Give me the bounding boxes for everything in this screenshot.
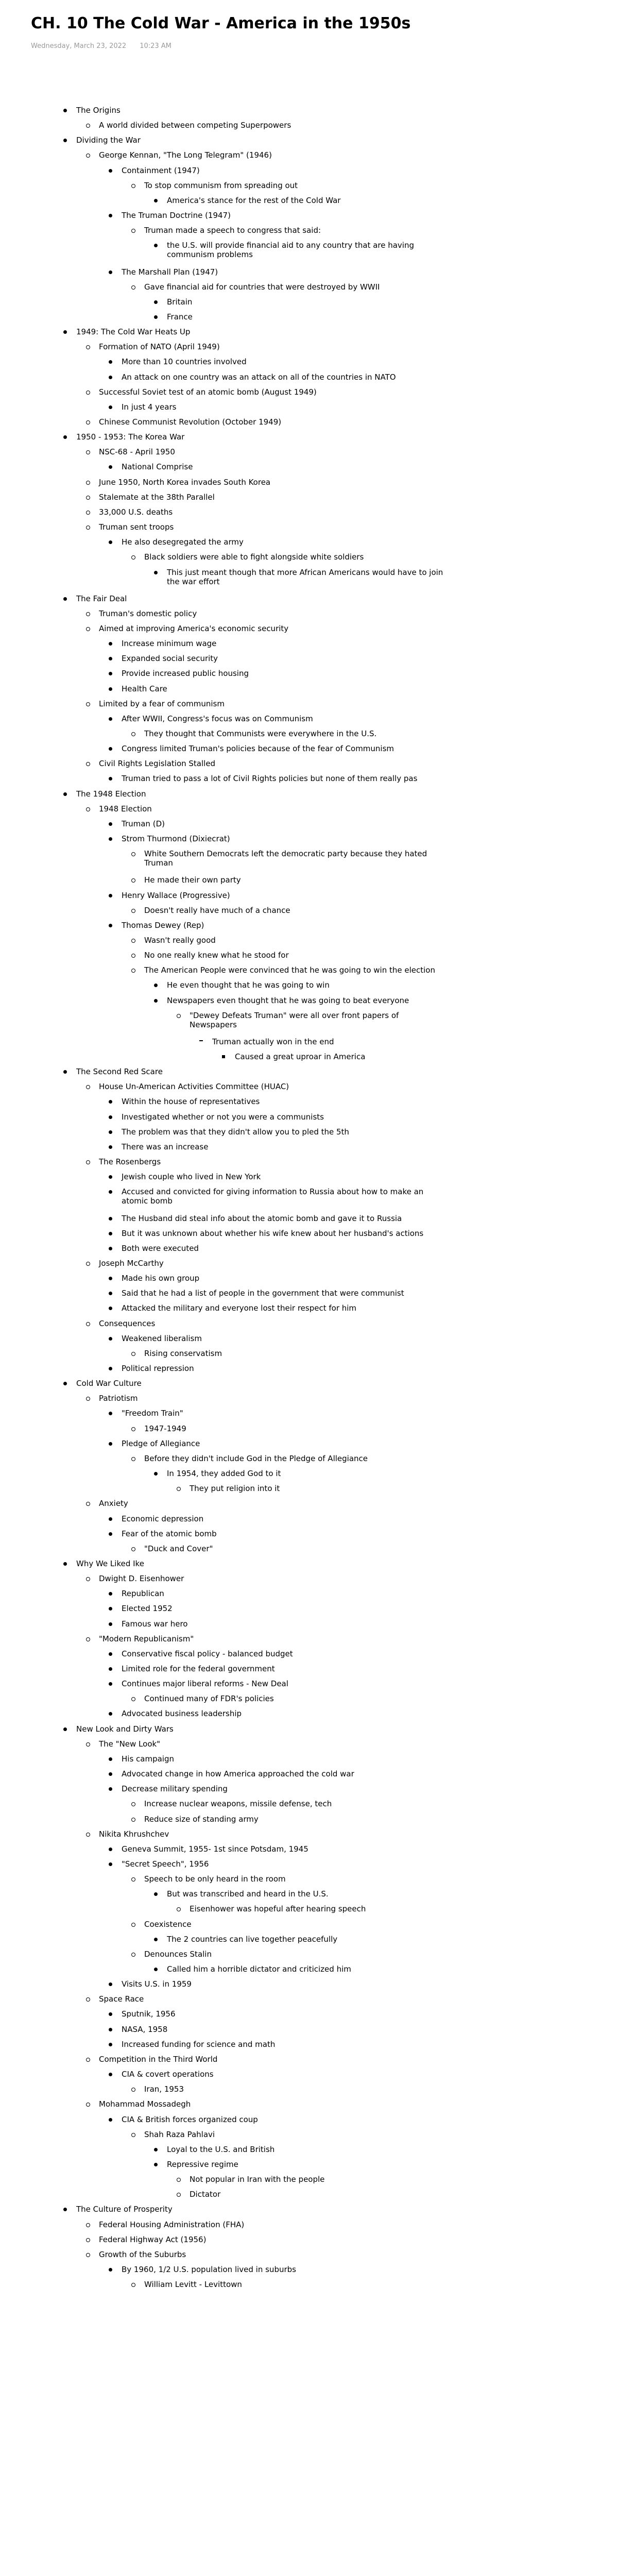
bullet-icon [109, 1757, 112, 1761]
bullet-icon [86, 450, 90, 454]
bullet-icon [131, 1877, 135, 1882]
outline-item-level-3[interactable]: Congress limited Truman's policies because of the fear of Communism [122, 744, 394, 754]
outline-item-level-3[interactable]: NASA, 1958 [122, 2024, 168, 2034]
outline-item-level-4[interactable]: Reduce size of standing army [144, 1814, 259, 1824]
bullet-icon [131, 1457, 135, 1461]
bullet-icon [109, 1848, 112, 1851]
bullet-icon [177, 2193, 181, 2197]
bullet-icon [154, 244, 158, 247]
outline-item-level-2[interactable]: Formation of NATO (April 1949) [99, 342, 220, 352]
bullet-icon [86, 762, 90, 766]
bullet-icon [63, 1382, 67, 1385]
outline-item-level-1[interactable]: 1949: The Cold War Heats Up [76, 327, 191, 337]
bullet-icon [109, 1667, 112, 1671]
outline-item-level-3[interactable]: Henry Wallace (Progressive) [122, 890, 230, 900]
bullet-icon [86, 627, 90, 631]
bullet-icon [109, 1130, 112, 1134]
bullet-icon [109, 1217, 112, 1221]
bullet-icon [109, 1292, 112, 1295]
outline-item-level-3[interactable]: "Secret Speech", 1956 [122, 1859, 209, 1869]
outline-item-level-5[interactable]: He even thought that he was going to win [167, 980, 330, 990]
outline-item-level-2[interactable]: June 1950, North Korea invades South Korea [99, 477, 271, 487]
bullet-icon [109, 1100, 112, 1104]
bullet-icon [109, 1307, 112, 1310]
bullet-icon [131, 1697, 135, 1701]
bullet-icon [131, 2088, 135, 2092]
outline-item-level-1[interactable]: The Culture of Prosperity [76, 2205, 173, 2214]
bullet-icon [63, 1727, 67, 1731]
bullet-icon [131, 229, 135, 233]
bullet-icon [86, 612, 90, 616]
outline-item-level-5[interactable]: the U.S. will provide financial aid to any country that are having communism problems [167, 241, 414, 260]
outline-item-level-2[interactable]: Patriotism [99, 1394, 138, 1403]
bullet-icon [199, 1040, 203, 1041]
outline-item-level-7[interactable]: Truman actually won in the end [212, 1037, 334, 1046]
bullet-icon [109, 1682, 112, 1686]
bullet-icon [86, 1160, 90, 1164]
outline-item-level-1[interactable]: Why We Liked Ike [76, 1558, 144, 1568]
outline-item-level-3[interactable]: He also desegregated the army [122, 537, 244, 547]
bullet-icon [63, 2208, 67, 2211]
bullet-icon [131, 909, 135, 913]
bullet-icon [63, 597, 67, 601]
bullet-icon [86, 511, 90, 515]
bullet-icon [109, 1190, 112, 1194]
bullet-icon [109, 2073, 112, 2076]
outline-item-level-3[interactable]: More than 10 countries involved [122, 357, 247, 367]
bullet-icon [131, 878, 135, 883]
bullet-icon [86, 1997, 90, 2002]
bullet-icon [131, 1427, 135, 1431]
outline-item-level-5[interactable]: Newspapers even thought that he was going to beat everyone [167, 995, 409, 1005]
outline-item-level-4[interactable]: He made their own party [144, 875, 241, 885]
outline-item-level-2[interactable]: Nikita Khrushchev [99, 1829, 169, 1839]
outline-item-level-3[interactable]: Republican [122, 1589, 164, 1599]
bullet-icon [154, 1968, 158, 1971]
outline-item-level-4[interactable]: Gave financial aid for countries that were destroyed by WWII [144, 282, 380, 292]
outline-item-level-3[interactable]: An attack on one country was an attack on all of the countries in NATO [122, 372, 396, 382]
outline-item-level-3[interactable]: Strom Thurmond (Dixiecrat) [122, 834, 230, 844]
outline-item-level-2[interactable]: The Rosenbergs [99, 1157, 161, 1167]
outline-item-level-4[interactable]: "Duck and Cover" [144, 1544, 213, 1553]
outline-item-level-3[interactable]: Pledge of Allegiance [122, 1438, 200, 1448]
bullet-icon [86, 1577, 90, 1581]
outline-item-level-2[interactable]: Anxiety [99, 1499, 128, 1509]
bullet-icon [86, 2253, 90, 2257]
outline-item-level-3[interactable]: Sputnik, 1956 [122, 2009, 176, 2019]
outline-item-level-3[interactable]: There was an increase [122, 1142, 209, 1151]
bullet-icon [109, 777, 112, 781]
outline-item-level-4[interactable]: Iran, 1953 [144, 2084, 184, 2094]
bullet-icon [222, 1055, 225, 1058]
bullet-icon [63, 109, 67, 112]
outline-item-level-2[interactable]: 33,000 U.S. deaths [99, 507, 173, 517]
bullet-icon [131, 852, 135, 856]
outline-item-level-4[interactable]: No one really knew what he stood for [144, 951, 289, 960]
outline-item-level-3[interactable]: In just 4 years [122, 402, 177, 412]
outline-item-level-4[interactable]: Continued many of FDR's policies [144, 1694, 274, 1704]
outline-item-level-4[interactable]: Wasn't really good [144, 935, 216, 945]
outline-item-level-5[interactable]: In 1954, they added God to it [167, 1469, 281, 1479]
bullet-icon [86, 1262, 90, 1266]
outline-item-level-3[interactable]: Health Care [122, 684, 167, 693]
outline-item-level-1[interactable]: 1950 - 1953: The Korea War [76, 432, 185, 442]
bullet-icon [86, 1397, 90, 1401]
outline-item-level-3[interactable]: Said that he had a list of people in the government that were communist [122, 1289, 404, 1298]
outline-item-level-4[interactable]: Denounces Stalin [144, 1949, 212, 1959]
outline-item-level-3[interactable]: Fear of the atomic bomb [122, 1529, 217, 1538]
bullet-icon [109, 169, 112, 173]
bullet-icon [154, 300, 158, 304]
bullet-icon [177, 1014, 181, 1018]
outline-item-level-3[interactable]: The Marshall Plan (1947) [122, 267, 218, 277]
bullet-icon [86, 496, 90, 500]
outline-item-level-4[interactable]: Doesn't really have much of a chance [144, 905, 290, 915]
outline-item-level-5[interactable]: Loyal to the U.S. and British [167, 2144, 275, 2154]
bullet-icon [109, 1712, 112, 1716]
outline-item-level-3[interactable]: By 1960, 1/2 U.S. population lived in suburbs [122, 2265, 296, 2274]
outline-item-level-3[interactable]: Containment (1947) [122, 165, 200, 175]
outline-item-level-3[interactable]: The Husband did steal info about the atomic bomb and gave it to Russia [122, 1213, 402, 1223]
outline-item-level-3[interactable]: After WWII, Congress's focus was on Communism [122, 714, 313, 723]
bullet-icon [86, 1322, 90, 1326]
bullet-icon [63, 139, 67, 142]
bullet-icon [109, 2118, 112, 2122]
outline-item-level-2[interactable]: Mohammad Mossadegh [99, 2099, 191, 2109]
bullet-icon [154, 2148, 158, 2151]
outline-item-level-3[interactable]: The Truman Doctrine (1947) [122, 211, 231, 221]
bullet-icon [109, 1115, 112, 1119]
outline-item-level-3[interactable]: "Freedom Train" [122, 1409, 183, 1418]
outline-item-level-3[interactable]: Geneva Summit, 1955- 1st since Potsdam, 1945 [122, 1844, 308, 1854]
outline-item-level-5[interactable]: Called him a horrible dictator and criticized him [167, 1964, 351, 1974]
bullet-icon [63, 1562, 67, 1566]
bullet-icon [154, 1938, 158, 1941]
outline-item-level-2[interactable]: Federal Highway Act (1956) [99, 2234, 207, 2244]
bullet-icon [109, 747, 112, 751]
outline-item-level-2[interactable]: Stalemate at the 38th Parallel [99, 492, 215, 502]
outline-item-level-5[interactable]: This just meant though that more African Americans would have to join the war effort [167, 567, 443, 586]
outline-item-level-4[interactable]: 1947-1949 [144, 1423, 186, 1433]
outline-item-level-3[interactable]: Elected 1952 [122, 1604, 173, 1614]
bullet-icon [86, 1742, 90, 1747]
outline-item-level-6[interactable]: They put religion into it [190, 1484, 280, 1494]
outline-item-level-5[interactable]: Repressive regime [167, 2159, 238, 2169]
bullet-icon [109, 1862, 112, 1866]
bullet-icon [109, 376, 112, 379]
bullet-icon [109, 1277, 112, 1280]
outline-item-level-1[interactable]: New Look and Dirty Wars [76, 1724, 174, 1734]
outline-item-level-2[interactable]: Competition in the Third World [99, 2054, 218, 2064]
bullet-icon [109, 1412, 112, 1415]
bullet-icon [109, 1145, 112, 1149]
bullet-icon [109, 1652, 112, 1656]
outline-item-level-3[interactable]: CIA & covert operations [122, 2070, 214, 2079]
bullet-icon [109, 672, 112, 675]
bullet-icon [154, 984, 158, 987]
bullet-icon [131, 954, 135, 958]
bullet-icon [63, 330, 67, 334]
outline-item-level-3[interactable]: Limited role for the federal government [122, 1664, 275, 1673]
outline-item-level-2[interactable]: George Kennan, "The Long Telegram" (1946) [99, 150, 272, 160]
bullet-icon [177, 1907, 181, 1911]
bullet-icon [131, 285, 135, 290]
bullet-icon [86, 2103, 90, 2107]
bullet-icon [131, 1818, 135, 1822]
outline-item-level-4[interactable]: Truman made a speech to congress that said: [144, 226, 321, 235]
outline-item-level-3[interactable]: Expanded social security [122, 654, 218, 664]
outline-item-level-4[interactable]: Rising conservatism [144, 1348, 222, 1358]
outline-item-level-3[interactable]: Conservative fiscal policy - balanced budget [122, 1649, 293, 1658]
outline-item-level-3[interactable]: Political repression [122, 1364, 194, 1373]
bullet-icon [86, 345, 90, 349]
outline-item-level-3[interactable]: Provide increased public housing [122, 669, 249, 679]
bullet-icon [131, 1547, 135, 1551]
outline-item-level-5[interactable]: Britain [167, 297, 193, 307]
bullet-icon [109, 2012, 112, 2016]
bullet-icon [86, 1637, 90, 1641]
bullet-icon [109, 924, 112, 927]
outline-item-level-1[interactable]: The Origins [76, 106, 121, 115]
outline-item-level-3[interactable]: Weakened liberalism [122, 1333, 202, 1343]
outline-item-level-3[interactable]: Visits U.S. in 1959 [122, 1979, 192, 1989]
bullet-icon [86, 2058, 90, 2062]
bullet-icon [109, 1982, 112, 1986]
bullet-icon [109, 1175, 112, 1179]
outline-item-level-2[interactable]: Joseph McCarthy [99, 1258, 164, 1268]
outline-item-level-3[interactable]: Increase minimum wage [122, 639, 217, 649]
outline-item-level-3[interactable]: Economic depression [122, 1514, 204, 1523]
outline-item-level-1[interactable]: The Second Red Scare [76, 1067, 163, 1077]
bullet-icon [131, 1953, 135, 1957]
bullet-icon [86, 391, 90, 395]
outline-item-level-4[interactable]: Shah Raza Pahlavi [144, 2129, 215, 2139]
bullet-icon [63, 792, 67, 796]
bullet-icon [109, 1337, 112, 1341]
outline-item-level-3[interactable]: Truman tried to pass a lot of Civil Rights policies but none of them really pas [122, 774, 418, 784]
outline-item-level-2[interactable]: Dwight D. Eisenhower [99, 1574, 184, 1584]
bullet-icon [86, 2223, 90, 2227]
outline-item-level-2[interactable]: Consequences [99, 1318, 156, 1328]
outline-item-level-3[interactable]: Attacked the military and everyone lost their respect for him [122, 1303, 357, 1313]
outline-item-level-2[interactable]: A world divided between competing Superpowers [99, 121, 291, 130]
outline-item-level-6[interactable]: Not popular in Iran with the people [190, 2175, 325, 2184]
bullet-icon [109, 1367, 112, 1370]
outline-item-level-2[interactable]: Chinese Communist Revolution (October 1949) [99, 417, 282, 427]
bullet-icon [86, 1502, 90, 1506]
bullet-icon [131, 1923, 135, 1927]
outline-item-level-3[interactable]: Investigated whether or not you were a communists [122, 1112, 324, 1122]
bullet-icon [109, 1232, 112, 1235]
bullet-icon [154, 571, 158, 574]
bullet-icon [109, 642, 112, 646]
bullet-icon [86, 702, 90, 706]
outline-item-level-3[interactable]: Famous war hero [122, 1619, 188, 1629]
bullet-icon [109, 1592, 112, 1596]
bullet-icon [131, 939, 135, 943]
outline-item-level-3[interactable]: Jewish couple who lived in New York [122, 1172, 261, 1182]
outline-item-level-3[interactable]: Within the house of representatives [122, 1097, 260, 1107]
bullet-icon [109, 405, 112, 409]
bullet-icon [109, 894, 112, 897]
bullet-icon [154, 315, 158, 319]
bullet-icon [86, 154, 90, 158]
outline-item-level-1[interactable]: The 1948 Election [76, 789, 146, 799]
page-date: Wednesday, March 23, 2022 [31, 42, 127, 50]
outline-item-level-3[interactable]: Thomas Dewey (Rep) [122, 920, 204, 930]
bullet-icon [109, 1787, 112, 1791]
bullet-icon [109, 1532, 112, 1536]
bullet-icon [63, 435, 67, 439]
outline-item-level-3[interactable]: National Comprise [122, 462, 193, 472]
outline-item-level-3[interactable]: Continues major liberal reforms - New Deal [122, 1679, 288, 1689]
bullet-icon [109, 2268, 112, 2272]
outline-item-level-3[interactable]: Both were executed [122, 1243, 199, 1253]
outline-item-level-2[interactable]: 1948 Election [99, 804, 152, 814]
outline-item-level-4[interactable]: To stop communism from spreading out [144, 180, 298, 190]
bullet-icon [131, 1352, 135, 1356]
bullet-icon [86, 481, 90, 485]
outline-item-level-8[interactable]: Caused a great uproar in America [235, 1052, 366, 1061]
bullet-icon [109, 214, 112, 217]
outline-item-level-3[interactable]: But it was unknown about whether his wife knew about her husband's actions [122, 1228, 424, 1238]
bullet-icon [154, 199, 158, 202]
outline-item-level-5[interactable]: But was transcribed and heard in the U.S. [167, 1889, 329, 1899]
outline-item-level-2[interactable]: Federal Housing Administration (FHA) [99, 2219, 245, 2229]
outline-item-level-3[interactable]: Made his own group [122, 1274, 200, 1283]
bullet-icon [109, 837, 112, 841]
outline-item-level-1[interactable]: The Fair Deal [76, 594, 127, 603]
outline-item-level-2[interactable]: Growth of the Suburbs [99, 2249, 186, 2259]
outline-item-level-3[interactable]: Truman (D) [122, 819, 165, 828]
outline-item-level-6[interactable]: "Dewey Defeats Truman" were all over front papers of Newspapers [190, 1010, 399, 1029]
bullet-icon [86, 1085, 90, 1089]
outline-item-level-1[interactable]: Dividing the War [76, 135, 141, 145]
bullet-icon [109, 1622, 112, 1626]
bullet-icon [86, 420, 90, 425]
bullet-icon [109, 717, 112, 721]
outline-item-level-2[interactable]: House Un-American Activities Committee (HUAC) [99, 1082, 289, 1092]
bullet-icon [86, 526, 90, 530]
outline-item-level-2[interactable]: Truman sent troops [99, 522, 174, 532]
bullet-icon [131, 2133, 135, 2137]
bullet-icon [109, 540, 112, 544]
bullet-icon [86, 124, 90, 128]
bullet-icon [109, 687, 112, 691]
bullet-icon [131, 555, 135, 560]
outline-item-level-2[interactable]: The "New Look" [99, 1739, 161, 1749]
bullet-icon [109, 1772, 112, 1776]
outline-item-level-3[interactable]: Advocated business leadership [122, 1709, 242, 1719]
bullet-icon [109, 1247, 112, 1250]
bullet-icon [109, 360, 112, 364]
outline-item-level-3[interactable]: Accused and convicted for giving information to Russia about how to make an atomic bomb [122, 1187, 424, 1206]
outline-item-level-4[interactable]: They thought that Communists were everywhere in the U.S. [144, 729, 377, 738]
bullet-icon [109, 1517, 112, 1521]
page-time: 10:23 AM [140, 42, 171, 50]
bullet-icon [86, 1833, 90, 1837]
bullet-icon [154, 999, 158, 1003]
outline-item-level-4[interactable]: Increase nuclear weapons, missile defense, tech [144, 1799, 332, 1809]
outline-item-level-3[interactable]: His campaign [122, 1754, 174, 1764]
bullet-icon [131, 184, 135, 188]
outline-item-level-3[interactable]: The problem was that they didn't allow you to pled the 5th [122, 1127, 349, 1137]
page-meta [31, 42, 171, 50]
bullet-icon [109, 2028, 112, 2031]
outline-item-level-6[interactable]: Dictator [190, 2190, 221, 2199]
outline-item-level-4[interactable]: Speech to be only heard in the room [144, 1874, 286, 1884]
outline-item-level-6[interactable]: Eisenhower was hopeful after hearing speech [190, 1904, 366, 1914]
bullet-icon [131, 732, 135, 736]
bullet-icon [109, 1607, 112, 1611]
outline-item-level-4[interactable]: Coexistence [144, 1919, 192, 1929]
outline-item-level-3[interactable]: CIA & British forces organized coup [122, 2114, 258, 2124]
bullet-icon [177, 1487, 181, 1491]
bullet-icon [109, 2043, 112, 2046]
outline-item-level-5[interactable]: The 2 countries can live together peacefully [167, 1934, 338, 1944]
outline-item-level-2[interactable]: Civil Rights Legislation Stalled [99, 759, 216, 769]
bullet-icon [154, 1472, 158, 1476]
bullet-icon [109, 822, 112, 826]
outline-item-level-4[interactable]: White Southern Democrats left the democratic party because they hated Truman [144, 849, 427, 868]
outline-item-level-3[interactable]: Advocated change in how America approached the cold war [122, 1769, 354, 1779]
outline-item-level-2[interactable]: Successful Soviet test of an atomic bomb (August 1949) [99, 387, 317, 397]
outline-item-level-2[interactable]: NSC-68 - April 1950 [99, 447, 175, 457]
bullet-icon [177, 2178, 181, 2182]
outline-item-level-2[interactable]: Aimed at improving America's economic security [99, 623, 289, 633]
outline-item-level-5[interactable]: America's stance for the rest of the Cold War [167, 195, 341, 205]
outline-item-level-4[interactable]: The American People were convinced that he was going to win the election [144, 965, 435, 975]
outline-item-level-2[interactable]: Truman's domestic policy [99, 608, 197, 618]
bullet-icon [86, 2238, 90, 2242]
bullet-icon [154, 2163, 158, 2166]
outline-item-level-4[interactable]: William Levitt - Levittown [144, 2280, 242, 2290]
bullet-icon [109, 657, 112, 660]
outline-item-level-2[interactable]: "Modern Republicanism" [99, 1634, 194, 1643]
bullet-icon [109, 1442, 112, 1446]
bullet-icon [154, 1892, 158, 1896]
bullet-icon [109, 465, 112, 469]
outline-item-level-5[interactable]: France [167, 312, 193, 321]
outline-item-level-3[interactable]: Decrease military spending [122, 1784, 228, 1794]
bullet-icon [131, 969, 135, 973]
bullet-icon [109, 270, 112, 274]
outline-item-level-1[interactable]: Cold War Culture [76, 1379, 142, 1388]
outline-item-level-4[interactable]: Black soldiers were able to fight alongside white soldiers [144, 552, 364, 562]
outline-item-level-2[interactable]: Limited by a fear of communism [99, 699, 225, 708]
page-title[interactable]: CH. 10 The Cold War - America in the 1950s [31, 14, 411, 32]
outline-item-level-4[interactable]: Before they didn't include God in the Pledge of Allegiance [144, 1453, 368, 1463]
bullet-icon [131, 2283, 135, 2287]
bullet-icon [63, 1070, 67, 1074]
bullet-icon [86, 807, 90, 811]
bullet-icon [131, 1802, 135, 1806]
outline-item-level-2[interactable]: Space Race [99, 1994, 144, 2004]
outline-item-level-3[interactable]: Increased funding for science and math [122, 2039, 276, 2049]
